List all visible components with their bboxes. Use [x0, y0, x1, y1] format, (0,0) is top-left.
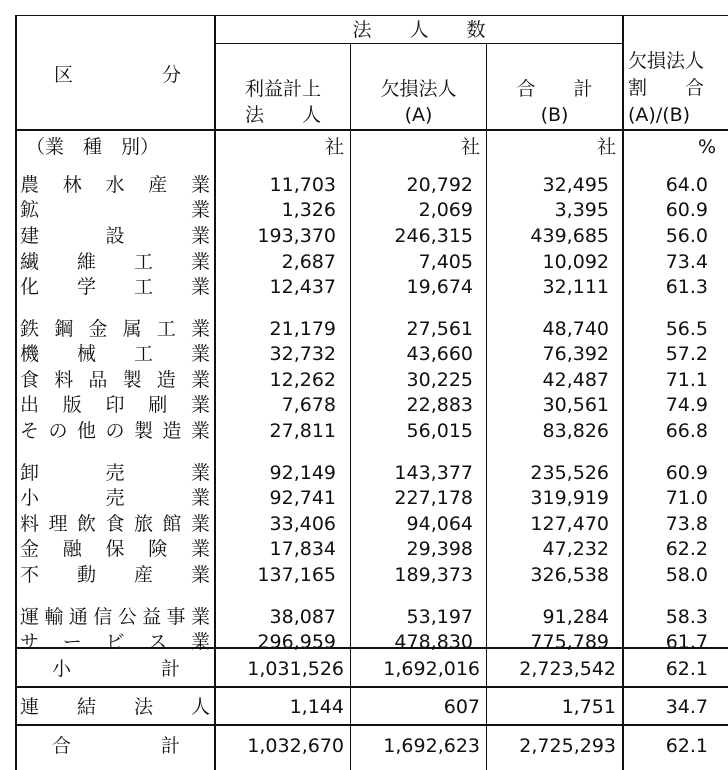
header-kubun: 区 [54, 64, 74, 86]
row-loss: 53,197 [406, 606, 473, 628]
row-label: 運 輸 通 信 公 益 事 業 [20, 606, 210, 628]
row-ratio: 73.8 [665, 513, 708, 535]
row-profit: 33,406 [269, 513, 336, 535]
unit-loss: 社 [460, 136, 480, 158]
consolidated-total: 1,751 [561, 696, 616, 718]
row-ratio: 60.9 [665, 199, 708, 221]
row-profit: 2,687 [281, 251, 336, 273]
group-header: 法 人 数 [352, 19, 486, 41]
row-label: 金 融 保 険 業 [20, 538, 210, 560]
row-ratio: 56.0 [665, 225, 708, 247]
row-loss: 30,225 [406, 369, 473, 391]
row-profit: 32,732 [269, 343, 336, 365]
row-label: 鉄 鋼 金 属 工 業 [20, 318, 210, 340]
col-ratio-header-2: 割 合 [628, 77, 705, 99]
row-total: 42,487 [542, 369, 609, 391]
row-loss: 19,674 [406, 276, 473, 298]
row-total: 10,092 [542, 251, 609, 273]
row-loss: 2,069 [418, 199, 473, 221]
row-label: 出 版 印 刷 業 [20, 394, 210, 416]
row-profit: 17,834 [269, 538, 336, 560]
row-profit: 38,087 [269, 606, 336, 628]
unit-profit: 社 [324, 136, 344, 158]
row-loss: 27,561 [406, 318, 473, 340]
unit-ratio: % [697, 136, 716, 158]
label-divider [214, 15, 216, 770]
row-loss: 94,064 [406, 513, 473, 535]
grand-total-total: 2,725,293 [519, 735, 616, 757]
row-total: 83,826 [542, 420, 609, 442]
row-profit: 21,179 [269, 318, 336, 340]
left-border [15, 15, 17, 770]
col-ratio-header-1: 欠損法人 [628, 50, 705, 72]
group-header-divider [215, 43, 623, 44]
row-loss: 20,792 [406, 174, 473, 196]
row-loss: 56,015 [406, 420, 473, 442]
col-loss-header-1: 欠損法人 [380, 78, 457, 100]
row-total: 439,685 [530, 225, 609, 247]
consolidated-loss: 607 [443, 696, 480, 718]
category-label: （業 種 別） [26, 136, 160, 158]
row-profit: 1,326 [281, 199, 336, 221]
grand-total-profit: 1,032,670 [247, 735, 344, 757]
col-profit-header-2: 法 人 [244, 104, 321, 126]
row-label: 料 理 飲 食 旅 館 業 [20, 513, 210, 535]
row-label: 食 料 品 製 造 業 [20, 369, 210, 391]
row-ratio: 56.5 [665, 318, 708, 340]
row-label: 鉱 業 [20, 199, 210, 221]
row-ratio: 64.0 [665, 174, 708, 196]
row-profit: 11,703 [269, 174, 336, 196]
col-total-header-2: (B) [540, 104, 569, 126]
row-label: 化 学 工 業 [20, 276, 210, 298]
row-ratio: 57.2 [665, 343, 708, 365]
header-bun: 分 [162, 64, 182, 86]
row-label: 農 林 水 産 業 [20, 174, 210, 196]
row-loss: 7,405 [418, 251, 473, 273]
row-ratio: 60.9 [665, 462, 708, 484]
subtotal-total: 2,723,542 [519, 658, 616, 680]
subtotal-ratio: 62.1 [665, 658, 708, 680]
row-label: 小 売 業 [20, 487, 210, 509]
col-loss-header-2: (A) [404, 104, 433, 126]
row-total: 235,526 [530, 462, 609, 484]
row-total: 48,740 [542, 318, 609, 340]
row-label: サ ー ビ ス 業 [20, 631, 210, 653]
row-label: 建 設 業 [20, 225, 210, 247]
row-ratio: 61.3 [665, 276, 708, 298]
row-ratio: 66.8 [665, 420, 708, 442]
subtotal-label: 小 計 [52, 658, 180, 680]
row-label: 不 動 産 業 [20, 564, 210, 586]
row-loss: 478,830 [394, 631, 473, 653]
col-total-header-1: 合 計 [516, 78, 593, 100]
consolidated-profit: 1,144 [289, 696, 344, 718]
row-ratio: 62.2 [665, 538, 708, 560]
consolidated-label: 連 結 法 人 [20, 696, 210, 718]
row-loss: 43,660 [406, 343, 473, 365]
subtotal-profit: 1,031,526 [247, 658, 344, 680]
unit-total: 社 [596, 136, 616, 158]
row-label: 機 械 工 業 [20, 343, 210, 365]
row-profit: 296,959 [257, 631, 336, 653]
row-total: 32,495 [542, 174, 609, 196]
row-label: そ の 他 の 製 造 業 [20, 420, 210, 442]
col-profit-header-1: 利益計上 [244, 78, 321, 100]
grand-total-label: 合 計 [52, 735, 180, 757]
row-loss: 227,178 [394, 487, 473, 509]
row-total: 326,538 [530, 564, 609, 586]
row-profit: 12,437 [269, 276, 336, 298]
row-loss: 246,315 [394, 225, 473, 247]
row-total: 3,395 [554, 199, 609, 221]
row-loss: 22,883 [406, 394, 473, 416]
row-ratio: 71.1 [665, 369, 708, 391]
row-total: 32,111 [542, 276, 609, 298]
row-profit: 193,370 [257, 225, 336, 247]
row-loss: 189,373 [394, 564, 473, 586]
row-profit: 92,149 [269, 462, 336, 484]
row-profit: 92,741 [269, 487, 336, 509]
row-profit: 27,811 [269, 420, 336, 442]
row-label: 繊 維 工 業 [20, 251, 210, 273]
row-profit: 12,262 [269, 369, 336, 391]
row-total: 47,232 [542, 538, 609, 560]
row-label: 卸 売 業 [20, 462, 210, 484]
row-total: 319,919 [530, 487, 609, 509]
col-ratio-header-3: (A)/(B) [628, 104, 691, 126]
row-profit: 137,165 [257, 564, 336, 586]
grand-total-loss: 1,692,623 [383, 735, 480, 757]
row-loss: 143,377 [394, 462, 473, 484]
subtotal-loss: 1,692,016 [383, 658, 480, 680]
col-divider-3 [622, 15, 624, 770]
row-ratio: 74.9 [665, 394, 708, 416]
row-ratio: 73.4 [665, 251, 708, 273]
row-total: 91,284 [542, 606, 609, 628]
row-ratio: 58.3 [665, 606, 708, 628]
grand-total-ratio: 62.1 [665, 735, 708, 757]
row-ratio: 61.7 [665, 631, 708, 653]
row-loss: 29,398 [406, 538, 473, 560]
row-ratio: 71.0 [665, 487, 708, 509]
row-total: 76,392 [542, 343, 609, 365]
row-total: 775,789 [530, 631, 609, 653]
row-total: 30,561 [542, 394, 609, 416]
row-total: 127,470 [530, 513, 609, 535]
row-profit: 7,678 [281, 394, 336, 416]
row-ratio: 58.0 [665, 564, 708, 586]
consolidated-ratio: 34.7 [665, 696, 708, 718]
